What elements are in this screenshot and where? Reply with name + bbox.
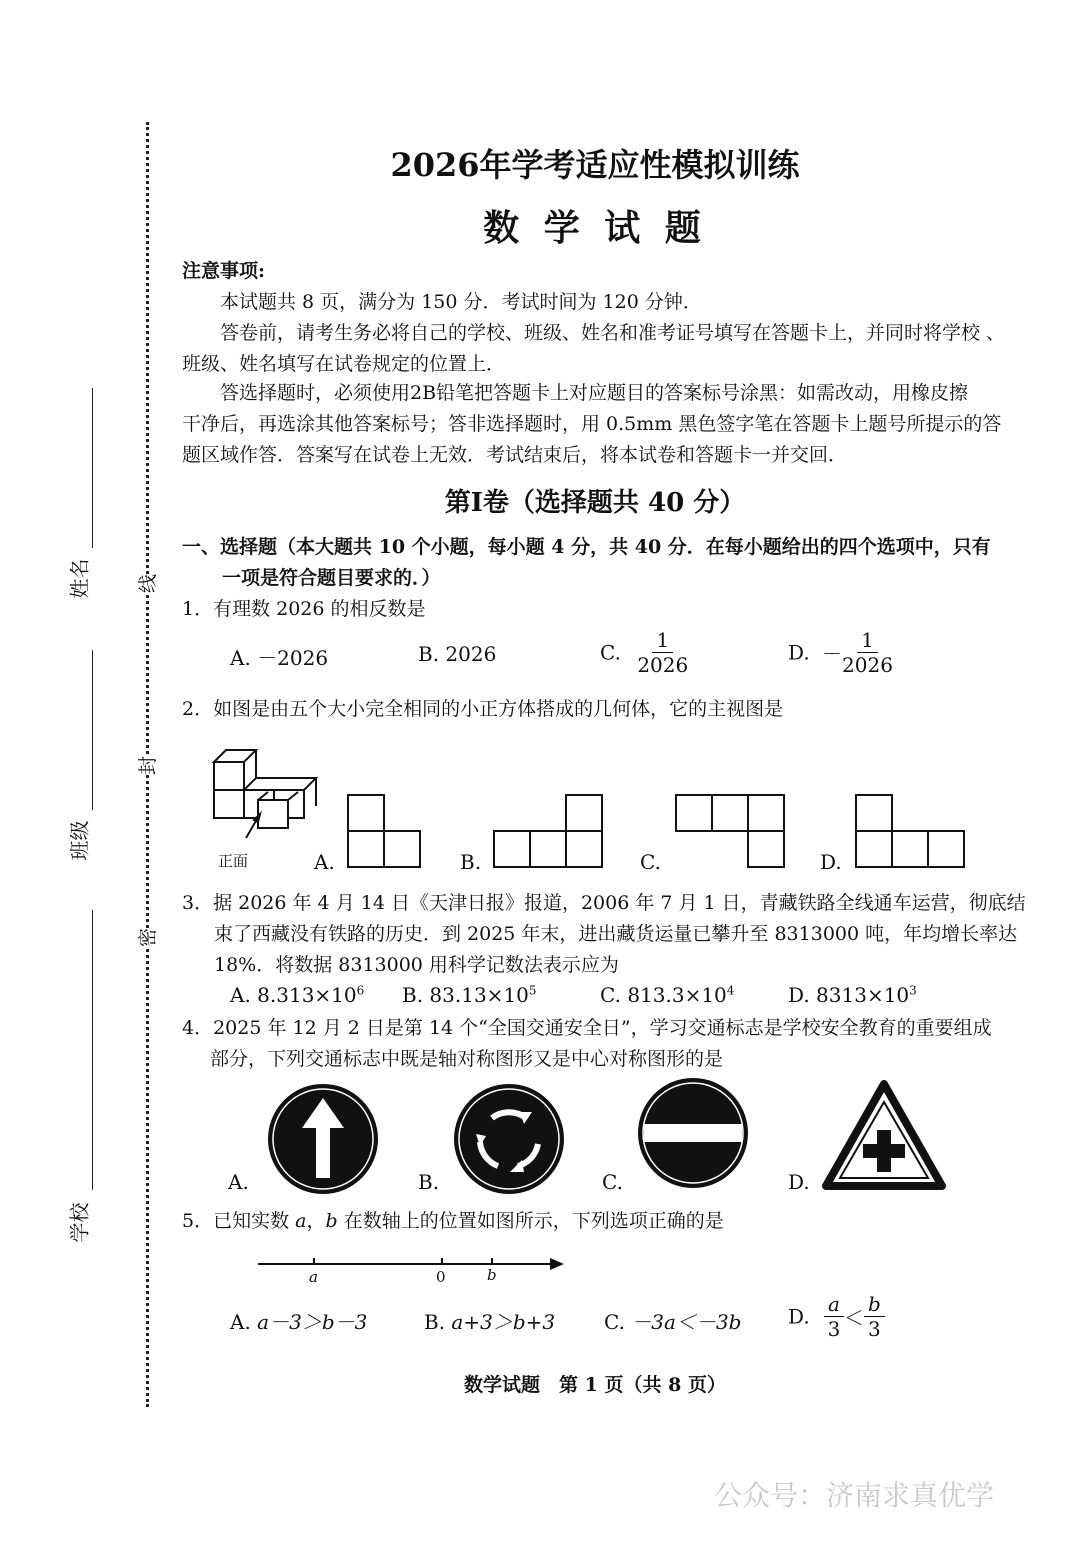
q4-option-c-label: C. (602, 1170, 623, 1194)
q4-sign-cross-warning-icon (822, 1080, 946, 1190)
q3-option-b: B. $83.13\times 10^5$ (402, 983, 537, 1007)
q4-option-b-label: B. (418, 1170, 440, 1194)
notice-heading: 注意事项: (182, 260, 266, 282)
q4-line1: 4．2025 年 12 月 2 日是第 14 个“全国交通安全日”，学习交通标志是学校安全教育的重要组成 (182, 1017, 992, 1039)
q4-option-a-label: A. (228, 1170, 249, 1194)
subject-title: 数 学 试 题 (483, 207, 707, 249)
q2-option-d-label: D. (820, 850, 842, 874)
q4-sign-roundabout-icon (452, 1082, 566, 1196)
notice-p1: 本试题共 8 页，满分为 150 分．考试时间为 120 分钟． (220, 291, 702, 313)
name-blank-line (92, 388, 93, 548)
q5-axis-label-b: b (487, 1266, 497, 1284)
exam-title: 2026年学考适应性模拟训练 (390, 146, 800, 184)
q2-front-label: 正面 (218, 852, 249, 870)
section-intro-a: 一、选择题（本大题共 10 个小题，每小题 4 分，共 40 分．在每小题给出的四个选项中，只有 (182, 536, 991, 558)
q3-option-a: A. $8.313\times 10^6$ (230, 983, 365, 1007)
q1-option-a: A. －2026 (230, 646, 329, 670)
q2-stem: 2．如图是由五个大小完全相同的小正方体搭成的几何体，它的主视图是 (182, 698, 784, 720)
q1-option-c: C. $\frac{1}{2026}$ (600, 628, 689, 677)
school-blank-line (92, 910, 93, 1190)
q2-option-c-label: C. (640, 850, 661, 874)
section-intro-b: 一项是符合题目要求的．） (222, 567, 441, 589)
q2-option-b-label: B. (460, 850, 482, 874)
q5-stem: 5．已知实数 a，b 在数轴上的位置如图所示，下列选项正确的是 (182, 1210, 724, 1232)
q2-option-a-figure (346, 793, 422, 869)
notice-p2b: 班级、姓名填写在试卷规定的位置上． (182, 353, 506, 375)
q3-line3: 18%．将数据 8313000 用科学记数法表示应为 (214, 954, 619, 976)
notice-p3b: 干净后，再选涂其他答案标号；答非选择题时，用 0.5mm 黑色签字笔在答题卡上题号所提示的答 (182, 413, 1002, 435)
q2-option-d-figure (854, 793, 966, 869)
q5-option-c: C. －3a＜－3b (604, 1310, 742, 1334)
notice-p2a: 答卷前，请考生务必将自己的学校、班级、姓名和准考证号填写在答题卡上，并同时将学校 、 (220, 322, 1006, 344)
q4-sign-straight-arrow-icon (266, 1082, 380, 1196)
q3-line1: 3．据 2026 年 4 月 14 日《天津日报》报道，2006 年 7 月 1 日，青藏铁路全线通车运营，彻底结 (182, 892, 1026, 914)
class-blank-line (92, 650, 93, 810)
q2-option-a-label: A. (314, 850, 335, 874)
q2-cube-solid-figure (208, 742, 318, 852)
q4-line2: 部分，下列交通标志中既是轴对称图形又是中心对称图形的是 (210, 1048, 724, 1070)
q3-option-d: D. $8313\times 10^3$ (788, 983, 917, 1007)
q5-option-b: B. a+3＞b+3 (424, 1310, 556, 1334)
q1-stem: 1．有理数 2026 的相反数是 (182, 598, 426, 620)
q5-option-d: D. $\frac{a}{3}$ ＜ $\frac{b}{3}$ (788, 1292, 885, 1341)
q5-option-a: A. a－3＞b－3 (230, 1310, 368, 1334)
q3-option-c: C. $813.3\times 10^4$ (600, 983, 735, 1007)
seal-char-secret: 密 (131, 928, 162, 947)
notice-p3c: 题区域作答．答案写在试卷上无效．考试结束后，将本试卷和答题卡一并交回． (182, 444, 848, 466)
q5-number-line (256, 1252, 568, 1288)
q2-option-b-figure (492, 793, 604, 869)
section-title: 第I卷（选择题共 40 分） (444, 488, 746, 518)
notice-p3a: 答选择题时，必须使用2B铅笔把答题卡上对应题目的答案标号涂黑：如需改动，用橡皮擦 (220, 382, 969, 404)
q5-axis-label-zero: 0 (436, 1268, 446, 1286)
q4-sign-no-entry-icon (636, 1076, 750, 1190)
q3-line2: 束了西藏没有铁路的历史．到 2025 年末，进出藏货运量已攀升至 8313000 吨，年均增长率达 (214, 923, 1018, 945)
page-footer: 数学试题 第 1 页（共 8 页） (464, 1374, 726, 1396)
q1-option-b: B. 2026 (418, 642, 497, 666)
class-label: 班级 (67, 820, 92, 861)
name-label: 姓名 (67, 558, 92, 599)
seal-char-seal: 封 (131, 756, 162, 775)
q5-axis-label-a: a (309, 1268, 318, 1286)
q2-option-c-figure (674, 793, 786, 869)
school-label: 学校 (67, 1202, 92, 1243)
seal-char-line: 线 (131, 574, 162, 593)
q1-option-d: D. － $\frac{1}{2026}$ (788, 628, 893, 677)
watermark: 公众号：济南求真优学 (714, 1479, 995, 1512)
q4-option-d-label: D. (788, 1170, 810, 1194)
